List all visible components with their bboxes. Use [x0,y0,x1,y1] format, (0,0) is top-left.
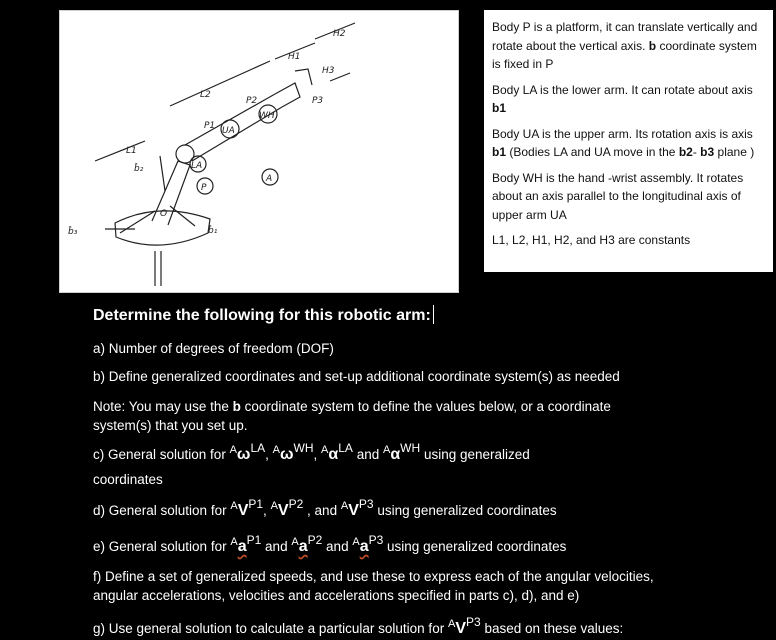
hand-wrist-description: Body WH is the hand -wrist assembly. It rotates about an axis parallel to the longitudinal axis of upper arm UA [492,170,744,222]
label-O: O [160,209,168,219]
label-P2: P2 [246,96,258,106]
label-WH: WH [259,111,275,121]
note-line-1: Note: You may use the b coordinate system to define the values below, or a coordinate [93,399,611,414]
constants-description: L1, L2, H1, H2, and H3 are constants [492,233,691,247]
label-b1: b̂₁ [208,226,218,236]
lower-arm-description: Body LA is the lower arm. It can rotate about axis b1 [492,82,753,115]
b1-vector [170,206,195,226]
label-LA: LA [191,161,203,171]
label-P3: P3 [312,96,324,106]
label-b3: b̂₃ [68,227,78,237]
question-g: g) Use general solution to calculate a particular solution for $^A$VP3 based on these values: [93,615,624,637]
hand [295,69,312,85]
label-A: A [266,174,273,184]
question-f-line2: angular accelerations, velocities and accelerations specified in parts c), d), and e) [93,588,580,603]
label-L2: L2 [200,90,211,100]
alpha-symbol: α [328,446,339,463]
question-b: b) Define generalized coordinates and set-up additional coordinate system(s) as needed [93,369,620,384]
lower-arm [152,161,190,225]
questions-heading: Determine the following for this robotic arm: [93,305,434,325]
label-H1: H1 [288,52,301,62]
pedestal-column [155,251,161,286]
body-description-panel [484,10,773,272]
question-e: e) General solution for $^A$aP1 and $^A$aP2 and $^A$aP3 using generalized coordinates [93,533,567,555]
robot-arm-figure [59,10,459,293]
note-line-2: system(s) that you set up. [93,418,248,433]
label-L1: L1 [126,146,137,156]
question-c-line2: coordinates [93,472,163,487]
L1-dimension [95,141,145,161]
question-f-line1: f) Define a set of generalized speeds, and use these to express each of the angular velocities, [93,569,654,584]
label-b2: b̂₂ [134,164,144,174]
omega-symbol: ω [236,446,251,463]
question-c: c) General solution for $^A$ωLA, $^A$ωWH, $^A$αLA and $^A$αWH using generalized [93,441,530,463]
label-UA: UA [222,126,235,136]
text-cursor [433,305,434,324]
question-a: a) Number of degrees of freedom (DOF) [93,341,334,356]
robot-arm-sketch [60,11,460,294]
upper-arm-description: Body UA is the upper arm. Its rotation axis is axis b1 (Bodies LA and UA move in the b2- b3 plane ) [492,126,755,159]
label-H2: H2 [333,29,346,39]
label-H3: H3 [322,66,335,76]
label-P: P [201,183,207,193]
wrist [275,83,300,107]
label-P1: P1 [204,121,216,131]
frame-A: A [229,444,237,456]
question-d: d) General solution for $^A$VP1, $^A$VP2 , and $^A$VP3 using generalized coordinates [93,497,557,519]
velocity-symbol: V [237,502,249,519]
b2-vector [160,156,165,191]
platform-description: Body P is a platform, it can translate vertically and rotate about the vertical axis. b coordinate system is fixed in P [492,20,758,71]
acceleration-symbol: a [237,538,247,555]
